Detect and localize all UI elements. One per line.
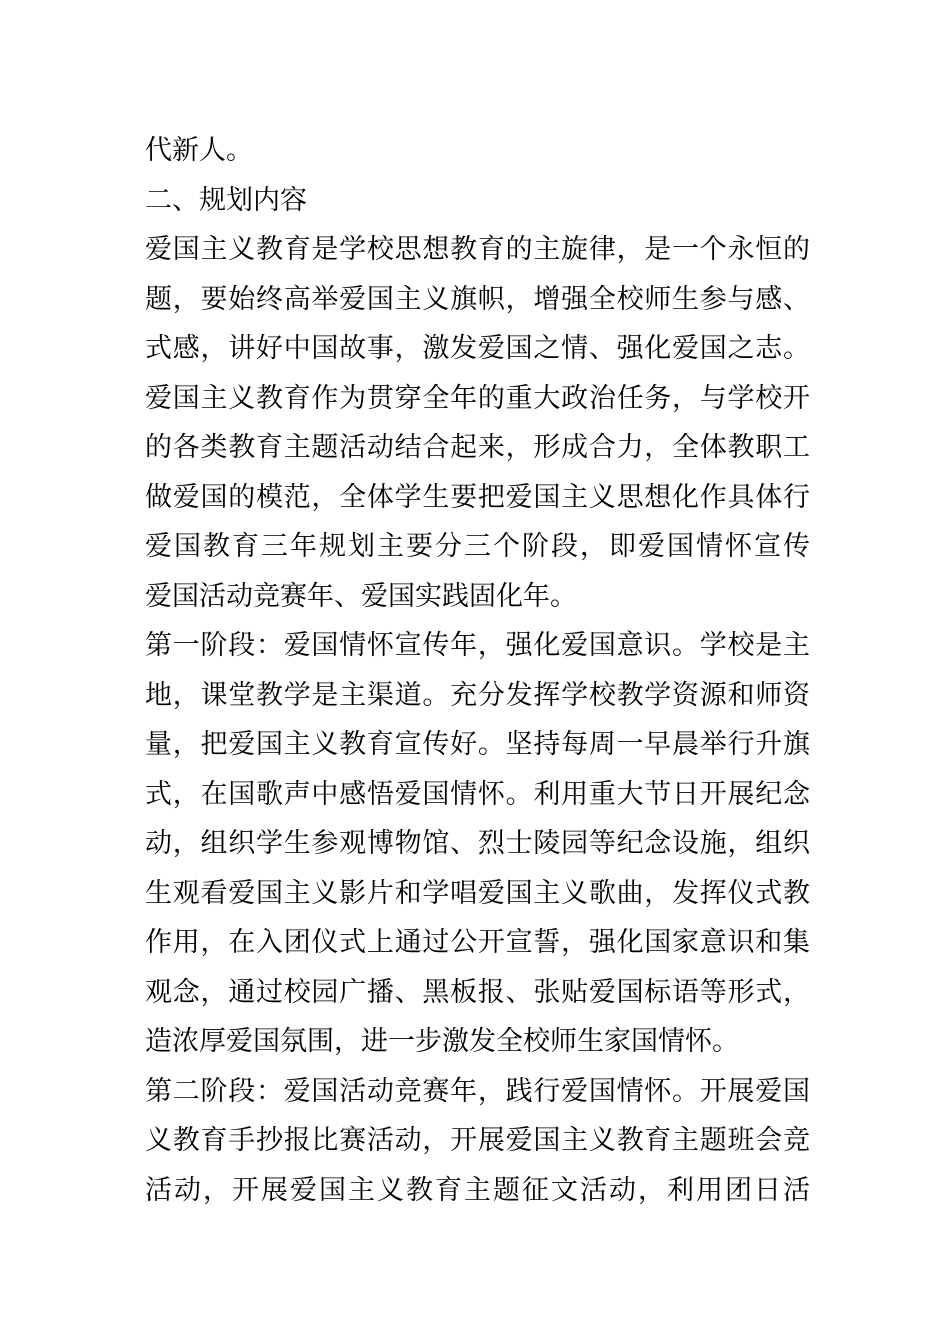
text-line: 爱国活动竞赛年、爱国实践固化年。 — [145, 580, 577, 612]
text-line: 作用，在入团仪式上通过公开宣誓，强化国家意识和集 — [145, 927, 810, 958]
section-heading: 二、规划内容 — [145, 184, 307, 216]
text-line: 爱国主义教育是学校思想教育的主旋律，是一个永恒的 — [145, 234, 810, 265]
text-line: 的各类教育主题活动结合起来，形成合力，全体教职工 — [145, 432, 810, 463]
text-line: 爱国主义教育作为贯穿全年的重大政治任务，与学校开 — [145, 382, 810, 414]
text-line: 生观看爱国主义影片和学唱爱国主义歌曲，发挥仪式教 — [145, 877, 810, 909]
body-text — [145, 126, 810, 1215]
text-line: 量，把爱国主义教育宣传好。坚持每周一早晨举行升旗 — [145, 729, 810, 760]
text-line: 第二阶段：爱国活动竞赛年，践行爱国情怀。开展爱国 — [145, 1075, 810, 1107]
text-line: 做爱国的模范，全体学生要把爱国主义思想化作具体行 — [145, 481, 810, 513]
text-line: 造浓厚爱国氛围，进一步激发全校师生家国情怀。 — [145, 1026, 739, 1057]
text-line: 式感，讲好中国故事，激发爱国之情、强化爱国之志。 — [145, 333, 810, 364]
text-line: 地，课堂教学是主渠道。充分发挥学校教学资源和师资 — [145, 679, 810, 711]
text-line: 爱国教育三年规划主要分三个阶段，即爱国情怀宣传 — [145, 531, 810, 562]
text-line: 第一阶段：爱国情怀宣传年，强化爱国意识。学校是主 — [145, 630, 810, 661]
text-line: 式，在国歌声中感悟爱国情怀。利用重大节日开展纪念 — [145, 778, 810, 810]
text-line: 观念，通过校园广播、黑板报、张贴爱国标语等形式， — [145, 976, 810, 1008]
text-line: 题，要始终高举爱国主义旗帜，增强全校师生参与感、 — [145, 283, 810, 315]
text-line: 义教育手抄报比赛活动，开展爱国主义教育主题班会竞 — [145, 1125, 810, 1156]
text-line: 动，组织学生参观博物馆、烈士陵园等纪念设施，组织 — [145, 828, 810, 859]
text-line: 代新人。 — [145, 135, 253, 166]
text-line: 活动，开展爱国主义教育主题征文活动，利用团日活 — [145, 1174, 810, 1206]
